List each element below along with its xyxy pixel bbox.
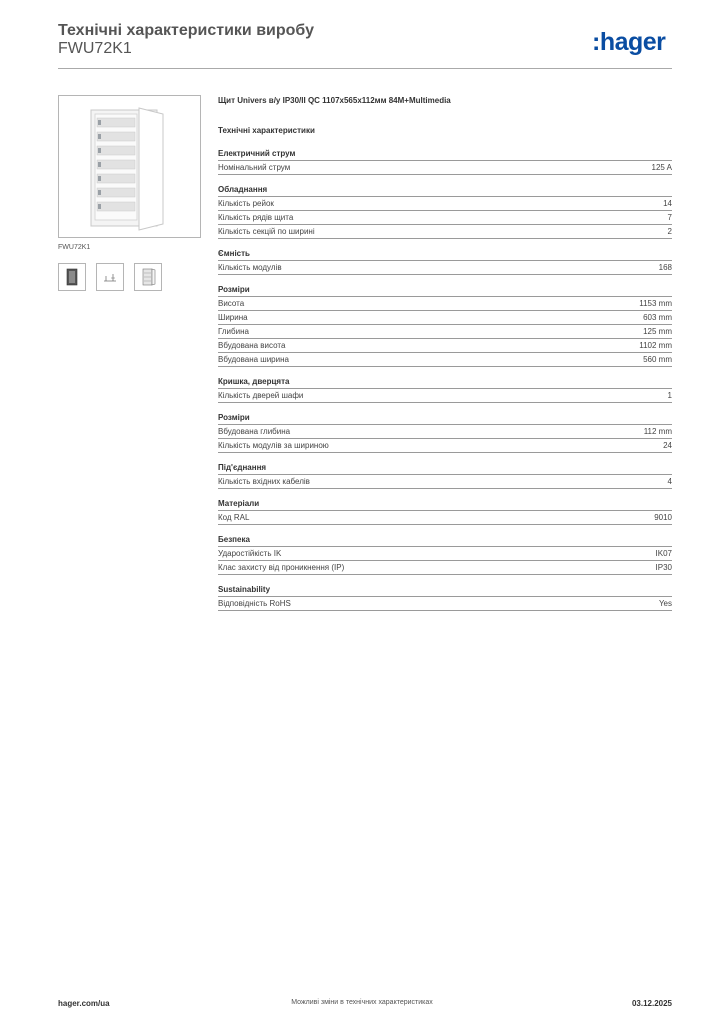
- spec-value: 14: [663, 199, 672, 208]
- spec-label: Кількість модулів: [218, 263, 282, 272]
- spec-row: [218, 547, 672, 561]
- spec-label: Кількість дверей шафи: [218, 391, 304, 400]
- header-divider: [58, 68, 672, 69]
- spec-row: [218, 325, 672, 339]
- spec-value: IP30: [655, 563, 672, 572]
- spec-value: 9010: [654, 513, 672, 522]
- cabinet-front-icon: [59, 264, 85, 290]
- hager-logo: [592, 28, 665, 57]
- spec-label: Вбудована висота: [218, 341, 286, 350]
- footer-note: Можливі зміни в технічних характеристиках: [291, 999, 433, 1006]
- spec-heading: Технічні характеристики: [218, 126, 315, 135]
- product-image: [58, 95, 201, 238]
- spec-row: [218, 211, 672, 225]
- spec-row: [218, 475, 672, 489]
- spec-section: [218, 248, 672, 275]
- footer-website: hager.com/ua: [58, 999, 110, 1008]
- spec-row: [218, 161, 672, 175]
- section-title: Електричний струм: [218, 148, 672, 161]
- spec-label: Кількість вхідних кабелів: [218, 477, 310, 486]
- spec-value: Yes: [658, 599, 672, 608]
- section-title: Розміри: [218, 284, 672, 297]
- spec-section: [218, 584, 672, 611]
- spec-sections: [218, 148, 672, 611]
- spec-value: 125 mm: [643, 327, 672, 336]
- spec-row: [218, 339, 672, 353]
- spec-value: 603 mm: [643, 313, 672, 322]
- spec-label: Номінальний струм: [218, 163, 291, 172]
- spec-section: [218, 534, 672, 575]
- dimension-drawing-icon: [97, 264, 123, 290]
- section-title: Sustainability: [218, 584, 672, 597]
- logo-text: hager: [599, 28, 666, 56]
- spec-row: [218, 197, 672, 211]
- spec-row: [218, 439, 672, 453]
- spec-section: [218, 462, 672, 489]
- spec-section: [218, 412, 672, 453]
- section-title: Ємність: [218, 248, 672, 261]
- spec-row: [218, 597, 672, 611]
- thumbnail-front[interactable]: [58, 263, 86, 291]
- spec-row: [218, 389, 672, 403]
- section-title: Обладнання: [218, 184, 672, 197]
- spec-section: [218, 184, 672, 239]
- spec-row: [218, 425, 672, 439]
- thumbnail-drawing[interactable]: [96, 263, 124, 291]
- spec-value: 560 mm: [643, 355, 672, 364]
- spec-value: 1153 mm: [639, 299, 672, 308]
- spec-value: 1102 mm: [639, 341, 672, 350]
- spec-label: Відповідність RoHS: [218, 599, 291, 608]
- logo-dots-icon: :: [592, 28, 600, 56]
- section-title: Матеріали: [218, 498, 672, 511]
- spec-row: [218, 297, 672, 311]
- cabinet-illustration-icon: [59, 96, 200, 237]
- spec-section: [218, 284, 672, 367]
- spec-value: 1: [667, 391, 672, 400]
- thumbnail-open[interactable]: [134, 263, 162, 291]
- image-caption: FWU72K1: [58, 244, 91, 251]
- spec-row: [218, 561, 672, 575]
- spec-label: Клас захисту від проникнення (IP): [218, 563, 345, 572]
- spec-label: Глибина: [218, 327, 249, 336]
- spec-value: 112 mm: [643, 427, 672, 436]
- spec-label: Кількість рядів щита: [218, 213, 294, 222]
- page-title: Технічні характеристики виробу: [58, 22, 314, 39]
- product-code: FWU72K1: [58, 40, 132, 57]
- spec-section: [218, 148, 672, 175]
- spec-value: 4: [667, 477, 672, 486]
- spec-label: Кількість рейок: [218, 199, 274, 208]
- spec-row: [218, 311, 672, 325]
- section-title: Безпека: [218, 534, 672, 547]
- section-title: Під'єднання: [218, 462, 672, 475]
- spec-label: Вбудована ширина: [218, 355, 289, 364]
- spec-section: [218, 498, 672, 525]
- section-title: Розміри: [218, 412, 672, 425]
- spec-value: 2: [667, 227, 672, 236]
- product-title: Щит Univers в/у IP30/II QC 1107x565x112мм 84M+Multimedia: [218, 96, 451, 105]
- spec-row: [218, 225, 672, 239]
- spec-label: Ширина: [218, 313, 248, 322]
- spec-row: [218, 261, 672, 275]
- spec-value: 168: [658, 263, 672, 272]
- spec-value: 125 A: [651, 163, 672, 172]
- spec-label: Код RAL: [218, 513, 250, 522]
- spec-label: Кількість секцій по ширині: [218, 227, 315, 236]
- spec-row: [218, 353, 672, 367]
- spec-label: Кількість модулів за шириною: [218, 441, 329, 450]
- spec-value: 7: [667, 213, 672, 222]
- section-title: Кришка, дверцята: [218, 376, 672, 389]
- spec-value: 24: [663, 441, 672, 450]
- spec-row: [218, 511, 672, 525]
- spec-label: Ударостійкість IK: [218, 549, 282, 558]
- specifications: [218, 96, 672, 620]
- spec-section: [218, 376, 672, 403]
- spec-value: IK07: [655, 549, 672, 558]
- spec-label: Висота: [218, 299, 245, 308]
- cabinet-open-icon: [135, 264, 161, 290]
- footer-date: 03.12.2025: [631, 999, 672, 1008]
- spec-label: Вбудована глибина: [218, 427, 291, 436]
